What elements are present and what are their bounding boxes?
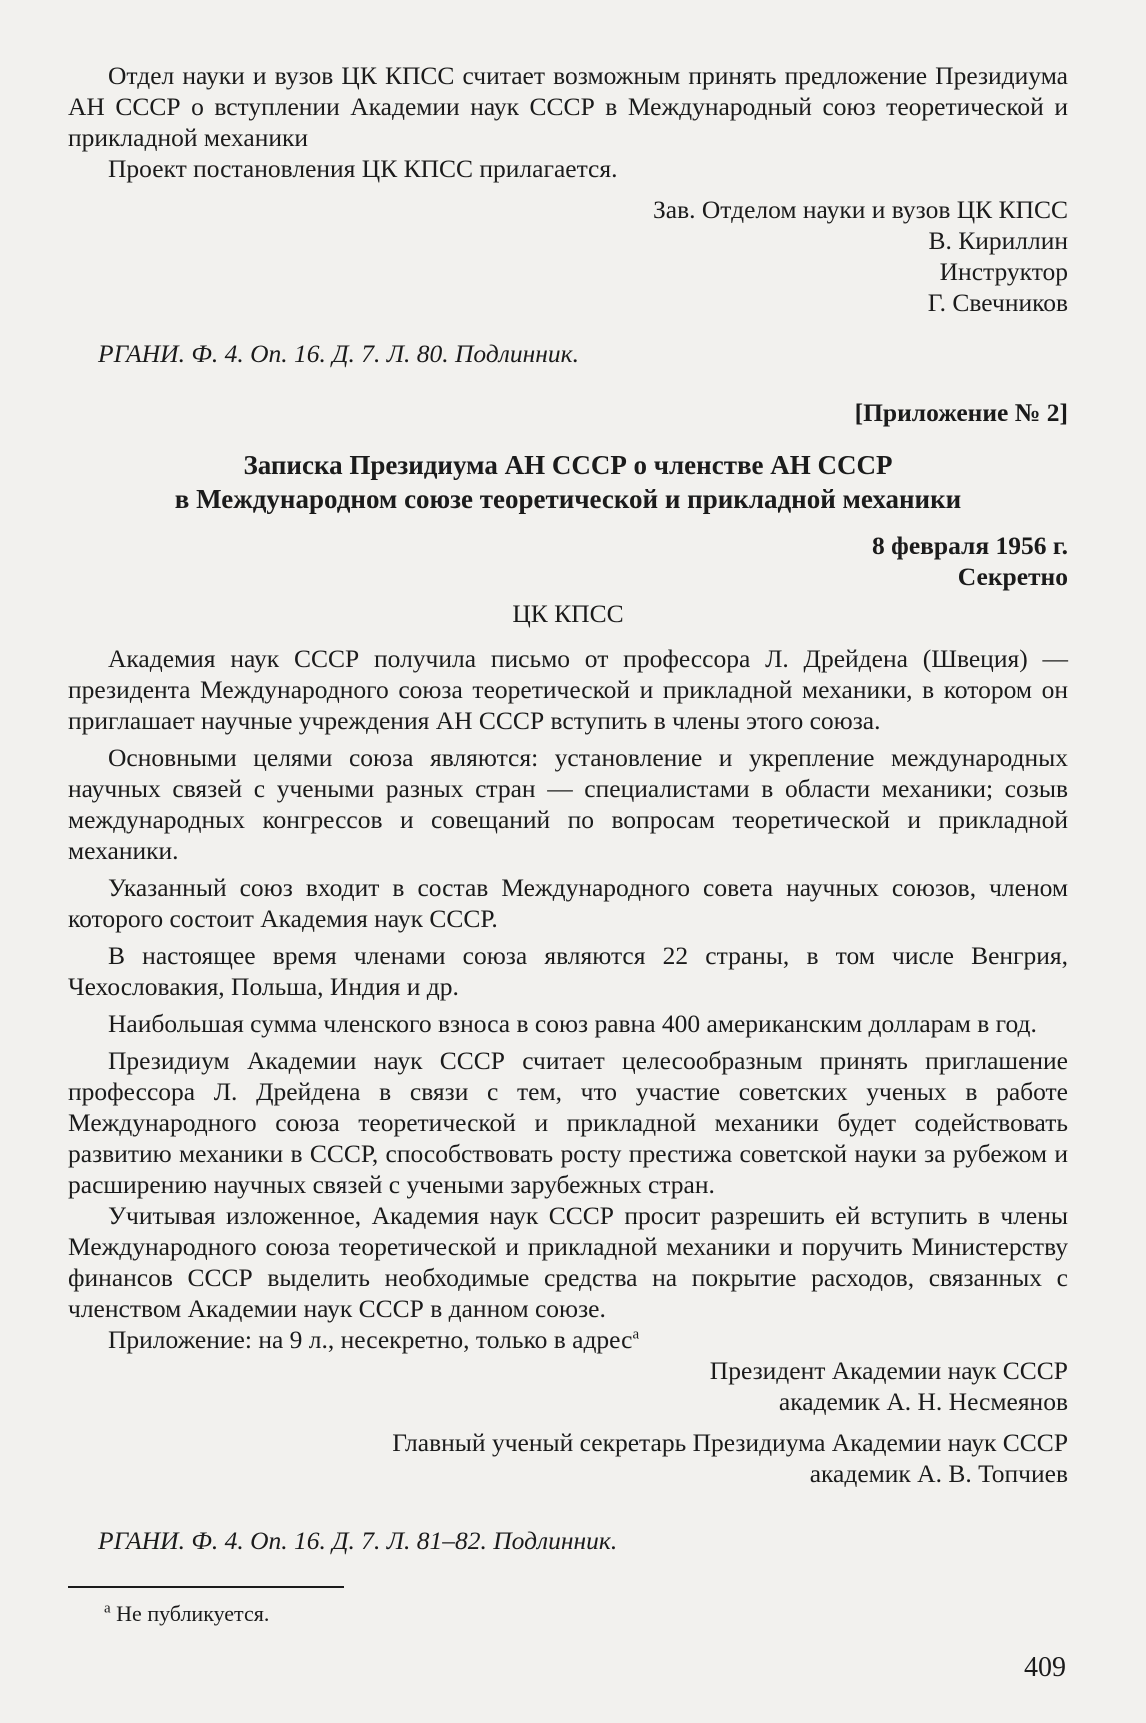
body-paragraph: Указанный союз входит в состав Международного совета научных союзов, членом которого состоит Академия наук СССР. (68, 873, 1068, 933)
body-paragraph: Основными целями союза являются: установление и укрепление международных научных связей с учеными разных стран — специалистами в области механики; созыв международных конгрессов и совещаний по вопросам теоретической и прикладной механики. (68, 743, 1068, 865)
body-paragraph: Академия наук СССР получила письмо от профессора Л. Дрейдена (Швеция) — президента Международного союза теоретической и прикладной механики, в котором он приглашает научные учреждения АН СССР вступить в члены этого союза. (68, 644, 1068, 735)
signer-1-title: Зав. Отделом науки и вузов ЦК КПСС (653, 195, 1068, 224)
signer-4-title: Главный ученый секретарь Президиума Академии наук СССР (392, 1428, 1068, 1457)
attachment-note: Проект постановления ЦК КПСС прилагается. (108, 154, 618, 183)
signer-4-name: академик А. В. Топчиев (809, 1459, 1068, 1488)
signer-1-name: В. Кириллин (928, 226, 1068, 255)
note-title-line-2: в Международном союзе теоретической и прикладной механики (174, 484, 962, 514)
signer-3-name: академик А. Н. Несмеянов (778, 1387, 1068, 1416)
signer-2-title: Инструктор (939, 257, 1068, 286)
body-paragraph: Наибольшая сумма членского взноса в союз равна 400 американским долларам в год. (108, 1009, 1037, 1038)
footnote-reference: а (632, 1326, 640, 1343)
body-paragraph: В настоящее время членами союза являются 22 страны, в том числе Венгрия, Чехословакия, Польша, Индия и др. (68, 941, 1068, 1001)
intro-paragraph: Отдел науки и вузов ЦК КПСС считает возможным принять предложение Президиума АН СССР о вступлении Академии наук СССР в Международный союз теоретической и прикладной механики (68, 61, 1068, 152)
note-date: 8 февраля 1956 г. (872, 531, 1068, 560)
body-paragraph: Президиум Академии наук СССР считает целесообразным принять приглашение профессора Л. Дрейдена в связи с тем, что участие советских ученых в работе Международного союза теоретической и прикладной механики будет содействовать развитию механики в СССР, способствовать росту престижа советской науки за рубежом и расширению научных связей с учеными зарубежных стран. (68, 1046, 1068, 1199)
secrecy-stamp: Секретно (957, 562, 1068, 591)
archive-source-1: РГАНИ. Ф. 4. Оп. 16. Д. 7. Л. 80. Подлинник. (98, 339, 579, 368)
attachment-text: Приложение: на 9 л., несекретно, только в адрес (108, 1325, 633, 1354)
footnote-mark: а (104, 1600, 111, 1617)
page-number: 409 (1024, 1652, 1066, 1683)
body-paragraph: Учитывая изложенное, Академия наук СССР просит разрешить ей вступить в члены Международного союза теоретической и прикладной механики и поручить Министерству финансов СССР выделить необходимые средства на покрытие расходов, связанных с членством Академии наук СССР в данном союзе. (68, 1201, 1068, 1323)
archive-source-2: РГАНИ. Ф. 4. Оп. 16. Д. 7. Л. 81–82. Подлинник. (98, 1526, 618, 1555)
attachment-line (68, 1324, 1068, 1355)
appendix-label: [Приложение № 2] (854, 398, 1068, 427)
signer-3-title: Президент Академии наук СССР (709, 1356, 1068, 1385)
addressee: ЦК КПСС (512, 599, 624, 628)
signer-2-name: Г. Свечников (927, 288, 1068, 317)
note-title-line-1: Записка Президиума АН СССР о членстве АН СССР (243, 450, 893, 480)
footnote-text: Не публикуется. (116, 1601, 270, 1626)
footnote (104, 1600, 269, 1628)
footnote-divider (68, 1586, 344, 1588)
